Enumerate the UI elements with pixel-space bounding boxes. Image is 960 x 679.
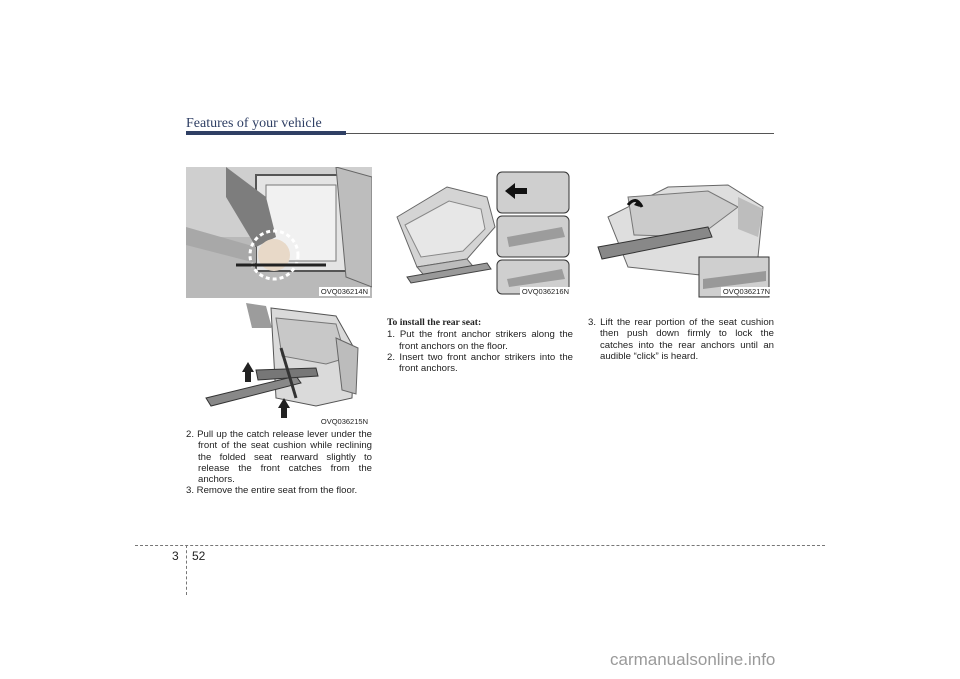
lock-steps: [588, 317, 774, 362]
figure-front-anchors: [387, 167, 573, 298]
step-item: 1. Put the front anchor strikers along the front anchors on the floor.: [387, 329, 573, 352]
seat-illustration-3: [387, 167, 573, 298]
install-heading: To install the rear seat:: [387, 317, 482, 328]
step-item: 2. Insert two front anchor strikers into the front anchors.: [387, 351, 573, 375]
figure-lock-rear: [588, 167, 774, 298]
figure-code: OVQ036217N: [722, 287, 770, 296]
figure-code: OVQ036215N: [320, 417, 368, 426]
figure-code: OVQ036216N: [521, 287, 569, 296]
header-accent-bar: [186, 131, 346, 135]
footer-rule: [135, 545, 825, 546]
page-number: 52: [192, 549, 206, 563]
step-item: 2. Pull up the catch release lever under the front of the seat cushion while reclining the folded seat rearward slightly to release the front catches from the anchors.: [186, 429, 372, 486]
watermark: carmanualsonline.info: [610, 650, 776, 669]
step-item: 3. Remove the entire seat from the floor.: [186, 485, 358, 497]
figure-catch-release: [186, 167, 372, 298]
section-title: Features of your vehicle: [186, 116, 322, 131]
seat-illustration-4: [588, 167, 774, 298]
column-3-text: [588, 317, 774, 362]
removal-steps: [186, 429, 372, 497]
column-1-text: [186, 429, 372, 497]
footer-divider: [186, 545, 187, 595]
install-steps: [387, 329, 573, 374]
figure-remove-seat: [186, 298, 372, 428]
column-2-text: [387, 317, 573, 374]
figure-code: OVQ036214N: [320, 287, 368, 296]
seat-illustration-2: [186, 298, 372, 428]
seat-illustration-1: [186, 167, 372, 298]
step-item: 3. Lift the rear portion of the seat cushion then push down firmly to lock the catches into the rear anchors until an audible “click” is heard.: [588, 317, 774, 362]
chapter-number: 3: [172, 549, 179, 563]
